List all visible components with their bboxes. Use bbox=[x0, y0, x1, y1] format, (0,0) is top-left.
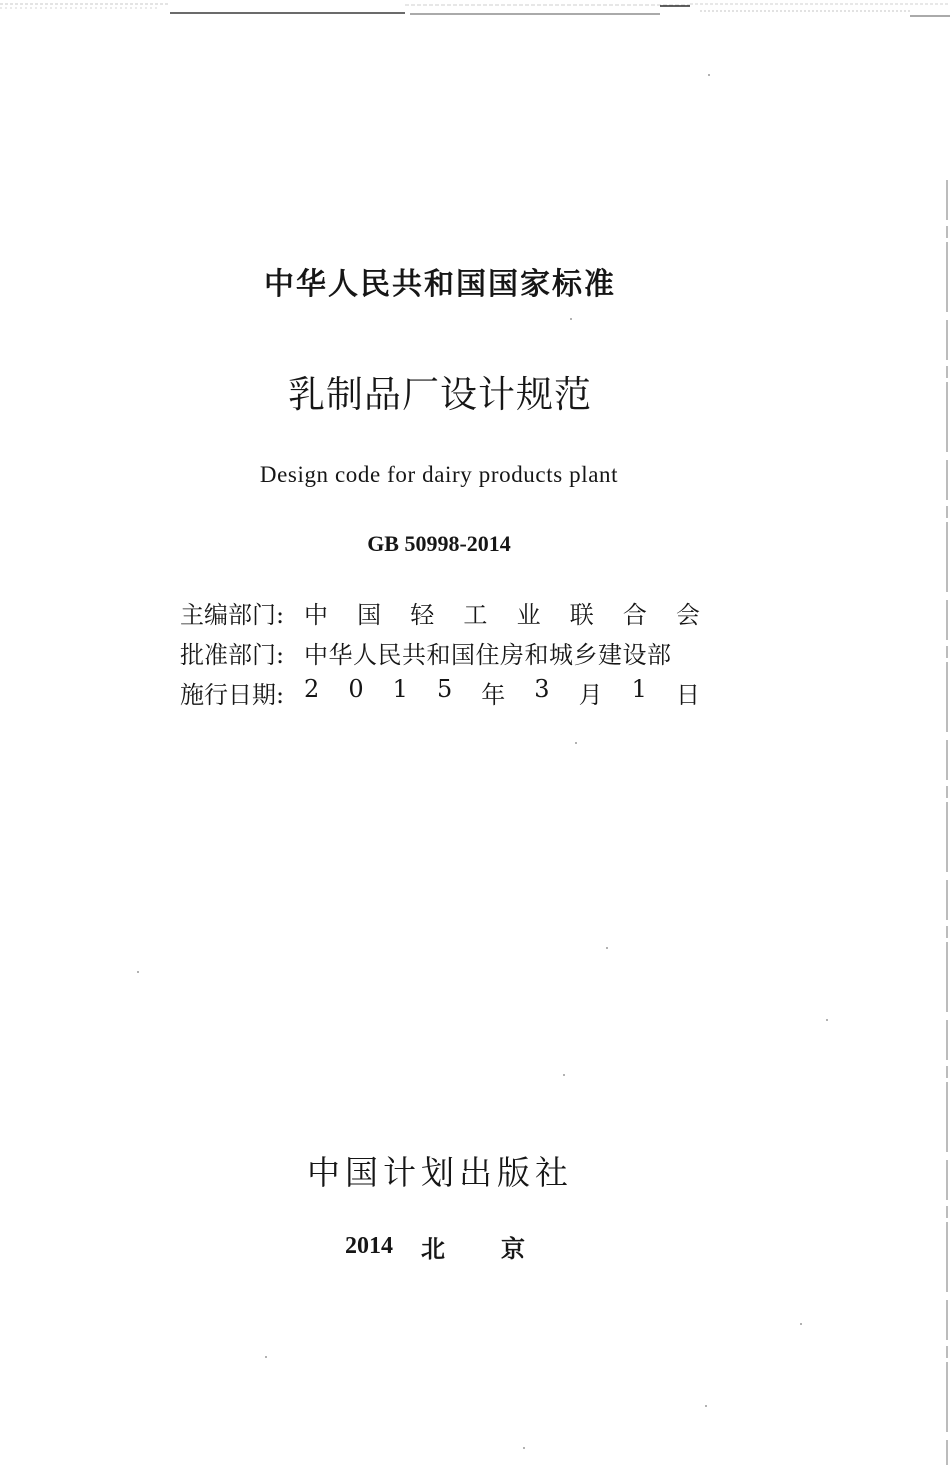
date-char: 年 bbox=[481, 680, 506, 709]
date-char: 5 bbox=[436, 674, 453, 703]
date-char: 1 bbox=[631, 674, 647, 703]
title-chinese: 乳制品厂设计规范 bbox=[288, 373, 592, 416]
standard-type-heading: 中华人民共和国国家标准 bbox=[264, 267, 616, 302]
scan-speck bbox=[705, 1405, 707, 1407]
scan-speck bbox=[606, 947, 608, 949]
editor-char: 中 bbox=[304, 600, 328, 629]
date-label: 施行日期: bbox=[180, 680, 285, 709]
date-char: 日 bbox=[675, 680, 700, 709]
date-char: 1 bbox=[392, 674, 408, 703]
date-value bbox=[304, 675, 700, 710]
editor-char: 业 bbox=[516, 600, 541, 629]
title-english: Design code for dairy products plant bbox=[259, 462, 619, 487]
publication-line bbox=[345, 1229, 581, 1263]
scan-speck bbox=[826, 1019, 828, 1021]
date-char: 2 bbox=[304, 674, 320, 703]
date-char: 月 bbox=[578, 680, 603, 709]
approver-row bbox=[180, 633, 700, 671]
editor-char: 国 bbox=[357, 600, 382, 629]
date-char: 3 bbox=[534, 674, 550, 703]
scan-speck bbox=[570, 318, 572, 320]
editor-char: 联 bbox=[569, 600, 594, 629]
approver-label: 批准部门: bbox=[180, 640, 285, 669]
effective-date-row bbox=[180, 673, 700, 711]
scan-speck bbox=[800, 1323, 802, 1325]
standard-code: GB 50998-2014 bbox=[367, 531, 511, 556]
scan-speck bbox=[265, 1356, 267, 1358]
editor-label: 主编部门: bbox=[180, 600, 285, 629]
scan-edge-top bbox=[0, 0, 950, 18]
publication-city: 北京 bbox=[421, 1234, 581, 1263]
editor-char: 会 bbox=[675, 600, 700, 629]
editor-value bbox=[304, 595, 700, 630]
editor-row bbox=[180, 593, 700, 631]
scan-speck bbox=[575, 742, 577, 744]
scan-speck bbox=[523, 1447, 525, 1449]
editor-char: 合 bbox=[622, 600, 647, 629]
editor-char: 轻 bbox=[410, 600, 435, 629]
scan-speck bbox=[137, 971, 139, 973]
publisher-name: 中国计划出版社 bbox=[307, 1153, 573, 1192]
scan-edge-right bbox=[944, 180, 950, 1465]
scan-speck bbox=[708, 74, 710, 76]
date-char: 0 bbox=[348, 674, 364, 703]
approver-value: 中华人民共和国住房和城乡建设部 bbox=[304, 640, 672, 669]
editor-char: 工 bbox=[463, 600, 488, 629]
publication-year: 2014 bbox=[345, 1232, 393, 1259]
scan-speck bbox=[563, 1074, 565, 1076]
